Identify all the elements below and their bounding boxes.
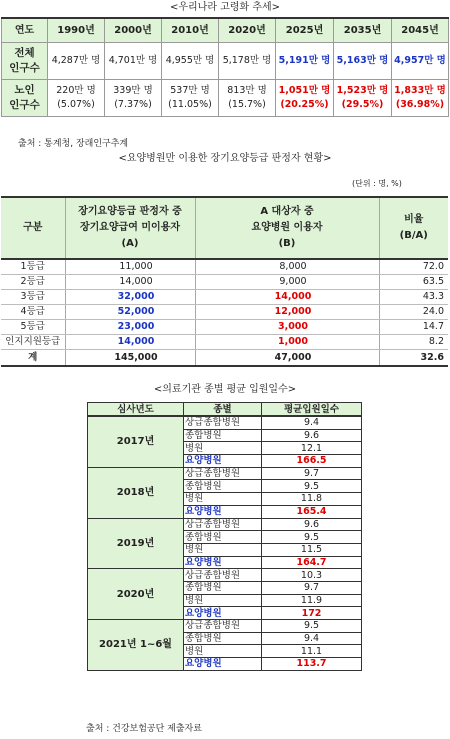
header-line: 장기요양등급 판정자 중 [78,206,182,217]
header-line: 비율 [404,214,424,225]
table-row [1,275,448,290]
category-header: 구분 [1,197,65,259]
population-cell: 5,178만 명 [219,43,276,80]
average-days-cell: 9.5 [262,480,362,493]
population-cell: 4,955만 명 [162,43,219,80]
hospital-stay-title: <의료기관 종별 평균 입원일수> [153,384,297,395]
header-line: (B/A) [399,230,428,241]
table-row [1,259,448,275]
year-cell: 2020년 [219,18,276,43]
hospital-user-count: 14,000 [195,290,379,305]
table-row [1,305,448,320]
average-days-cell: 11.8 [262,493,362,506]
ratio-value: 8.2 [379,335,448,350]
year-cell: 2010년 [162,18,219,43]
table-row [88,620,362,633]
year-cell: 2000년 [105,18,162,43]
grade-label: 4등급 [1,305,65,320]
table-row [1,290,448,305]
ratio-value: 63.5 [379,275,448,290]
average-days-cell: 12.1 [262,442,362,455]
non-user-count: 11,000 [65,259,195,275]
elderly-projection-cell [392,80,449,117]
institution-type-cell: 병원 [184,493,262,506]
average-days-cell: 164.7 [262,556,362,569]
unit-note: (단위 : 명, %) [352,179,402,188]
non-user-header [65,197,195,259]
elderly-population-label: 노인 인구수 [2,80,48,117]
institution-type-cell: 종합병원 [184,632,262,645]
institution-type-cell: 종합병원 [184,581,262,594]
aging-trend-title: <우리나라 고령화 추세> [169,2,281,13]
average-days-cell: 9.7 [262,581,362,594]
elderly-share: (7.37%) [114,99,152,110]
grade-status-title: <요양병원만 이용한 장기요양등급 판정자 현황> [118,153,332,164]
grade-label: 5등급 [1,320,65,335]
institution-type-header: 종별 [184,403,262,417]
average-days-cell: 11.5 [262,543,362,556]
elderly-projection-cell [276,80,334,117]
average-days-cell: 165.4 [262,505,362,518]
ratio-value: 43.3 [379,290,448,305]
total-row [1,350,448,367]
table-row [1,335,448,350]
institution-type-cell: 상급종합병원 [184,620,262,633]
average-days-cell: 166.5 [262,455,362,468]
ratio-header [379,197,448,259]
average-days-cell: 9.6 [262,518,362,531]
institution-type-cell: 병원 [184,442,262,455]
elderly-count: 220만 명 [56,85,96,96]
institution-type-cell: 상급종합병원 [184,416,262,429]
year-cell: 2035년 [334,18,392,43]
table-row [1,320,448,335]
header-line: 장기요양급여 미이용자 [79,222,181,233]
institution-type-cell: 상급종합병원 [184,467,262,480]
institution-type-cell: 상급종합병원 [184,518,262,531]
non-user-count: 14,000 [65,275,195,290]
institution-type-cell: 병원 [184,645,262,658]
population-projection-cell: 4,957만 명 [392,43,449,80]
year-cell: 2045년 [392,18,449,43]
review-year-header: 심사년도 [88,403,184,417]
average-days-cell: 9.4 [262,416,362,429]
year-header: 연도 [2,18,48,43]
non-user-count: 23,000 [65,320,195,335]
table-row [88,518,362,531]
average-days-cell: 9.7 [262,467,362,480]
average-days-cell: 9.5 [262,531,362,544]
header-line: (B) [278,238,296,249]
institution-type-cell: 병원 [184,594,262,607]
aging-trend-table [1,17,449,117]
total-population-label: 전체 인구수 [2,43,48,80]
header-line: 요양병원 이용자 [251,222,323,233]
institution-type-cell: 종합병원 [184,480,262,493]
average-days-cell: 11.1 [262,645,362,658]
non-user-total: 145,000 [65,350,195,367]
institution-type-cell: 요양병원 [184,455,262,468]
average-days-header: 평균입원일수 [262,403,362,417]
average-days-cell: 9.5 [262,620,362,633]
aging-source-note: 출처 : 통계청, 장래인구추계 [18,139,129,149]
review-year-cell: 2018년 [88,467,184,518]
hospital-user-count: 9,000 [195,275,379,290]
elderly-cell [48,80,105,117]
year-cell: 2025년 [276,18,334,43]
elderly-share: (15.7%) [228,99,266,110]
hospital-user-count: 12,000 [195,305,379,320]
average-days-cell: 9.6 [262,429,362,442]
grade-label: 인지지원등급 [1,335,65,350]
grade-label: 1등급 [1,259,65,275]
average-days-cell: 113.7 [262,658,362,671]
hospital-user-total: 47,000 [195,350,379,367]
population-projection-cell: 5,191만 명 [276,43,334,80]
elderly-share: (5.07%) [57,99,95,110]
hospital-stay-table [87,402,362,671]
elderly-count: 339만 명 [113,85,153,96]
ratio-value: 14.7 [379,320,448,335]
elderly-count: 1,833만 명 [394,85,446,96]
stay-source-note: 출처 : 건강보험공단 제출자료 [86,724,202,734]
population-cell: 4,287만 명 [48,43,105,80]
elderly-cell [219,80,276,117]
total-label: 계 [1,350,65,367]
population-cell: 4,701만 명 [105,43,162,80]
elderly-share: (20.25%) [280,99,329,110]
hospital-user-count: 3,000 [195,320,379,335]
hospital-user-count: 8,000 [195,259,379,275]
hospital-user-header [195,197,379,259]
hospital-user-count: 1,000 [195,335,379,350]
non-user-count: 14,000 [65,335,195,350]
table-row [88,569,362,582]
elderly-share: (29.5%) [341,99,384,110]
elderly-count: 537만 명 [170,85,210,96]
header-line: A 대상자 중 [260,206,314,217]
elderly-share: (36.98%) [395,99,445,110]
average-days-cell: 172 [262,607,362,620]
review-year-cell: 2021년 1~6월 [88,620,184,671]
grade-label: 2등급 [1,275,65,290]
header-line: (A) [121,238,139,249]
institution-type-cell: 병원 [184,543,262,556]
year-cell: 1990년 [48,18,105,43]
grade-status-table [1,196,448,367]
average-days-cell: 9.4 [262,632,362,645]
ratio-value: 72.0 [379,259,448,275]
elderly-cell [105,80,162,117]
review-year-cell: 2017년 [88,416,184,467]
institution-type-cell: 요양병원 [184,556,262,569]
elderly-count: 813만 명 [227,85,267,96]
non-user-count: 52,000 [65,305,195,320]
review-year-cell: 2019년 [88,518,184,569]
institution-type-cell: 종합병원 [184,531,262,544]
population-projection-cell: 5,163만 명 [334,43,392,80]
institution-type-cell: 상급종합병원 [184,569,262,582]
elderly-cell [162,80,219,117]
average-days-cell: 11.9 [262,594,362,607]
institution-type-cell: 요양병원 [184,505,262,518]
average-days-cell: 10.3 [262,569,362,582]
elderly-share: (11.05%) [168,99,212,110]
institution-type-cell: 요양병원 [184,658,262,671]
elderly-count: 1,051만 명 [278,85,331,96]
table-row [88,467,362,480]
ratio-total: 32.6 [379,350,448,367]
non-user-count: 32,000 [65,290,195,305]
ratio-value: 24.0 [379,305,448,320]
review-year-cell: 2020년 [88,569,184,620]
table-row [88,416,362,429]
elderly-count: 1,523만 명 [336,85,389,96]
institution-type-cell: 요양병원 [184,607,262,620]
grade-label: 3등급 [1,290,65,305]
elderly-projection-cell [334,80,392,117]
institution-type-cell: 종합병원 [184,429,262,442]
